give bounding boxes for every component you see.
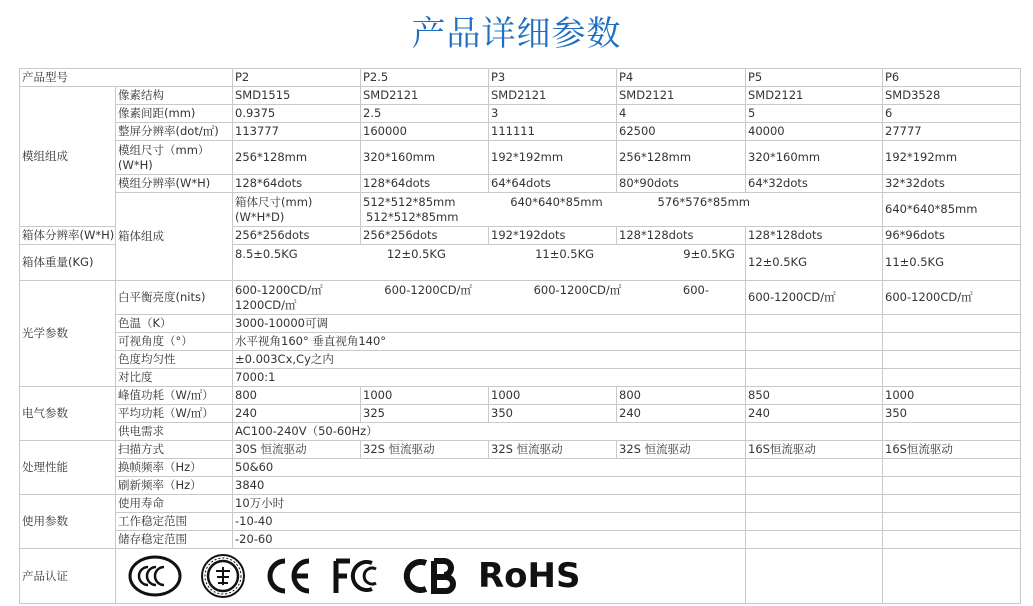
table-cell: 0.9375: [233, 105, 361, 123]
model-p3: P3: [489, 69, 617, 87]
table-cell: 1200CD/㎡: [235, 297, 297, 312]
row-label: 供电需求: [116, 423, 233, 441]
table-cell: 3: [489, 105, 617, 123]
table-cell: 111111: [489, 123, 617, 141]
table-cell: 16S恒流驱动: [883, 441, 1021, 459]
category-usage: 使用参数: [20, 495, 116, 549]
table-cell: 640*640*85mm: [883, 193, 1021, 227]
table-cell: 800: [233, 387, 361, 405]
row-label: 白平衡亮度(nits): [116, 281, 233, 315]
table-cell: 600-1200CD/㎡: [384, 282, 472, 297]
table-cell: [746, 333, 883, 351]
table-cell: 600-1200CD/㎡: [883, 281, 1021, 315]
table-cell: 600-1200CD/㎡: [746, 281, 883, 315]
table-cell: [746, 351, 883, 369]
table-cell: 128*128dots: [746, 227, 883, 245]
table-row: [20, 405, 1021, 423]
table-cell: 16S恒流驱动: [746, 441, 883, 459]
table-cell: 600-: [682, 282, 709, 297]
table-cell: 9±0.5KG: [683, 247, 735, 261]
table-row: [20, 423, 1021, 441]
table-cell: [746, 315, 883, 333]
row-label: 箱体重量(KG): [20, 245, 116, 281]
category-processing: 处理性能: [20, 441, 116, 495]
table-cell: SMD2121: [746, 87, 883, 105]
page-title: 产品详细参数: [411, 14, 622, 54]
row-label: 工作稳定范围: [116, 513, 233, 531]
table-row: [20, 513, 1021, 531]
table-cell: 11±0.5KG: [535, 247, 595, 261]
table-cell: 240: [233, 405, 361, 423]
cb-icon: [402, 555, 460, 597]
table-cell: 10万小时: [233, 495, 746, 513]
row-label: 对比度: [116, 369, 233, 387]
table-cell: 256*256dots: [361, 227, 489, 245]
table-cell: 3000-10000可调: [233, 315, 746, 333]
row-label: 像素间距(mm): [116, 105, 233, 123]
table-cell: 2.5: [361, 105, 489, 123]
table-cell: 350: [489, 405, 617, 423]
table-cell: 325: [361, 405, 489, 423]
table-row: [20, 193, 1021, 227]
row-label: 箱体尺寸(mm)(W*H*D): [233, 193, 361, 227]
table-cell: 320*160mm: [746, 141, 883, 175]
table-row: [20, 105, 1021, 123]
model-p2-5: P2.5: [361, 69, 489, 87]
row-label: 扫描方式: [116, 441, 233, 459]
ce-icon: [264, 555, 314, 597]
table-cell: 32S 恒流驱动: [617, 441, 746, 459]
table-cell: 27777: [883, 123, 1021, 141]
row-label: 色温（K）: [116, 315, 233, 333]
table-cell: 128*64dots: [361, 175, 489, 193]
table-cell: 3840: [233, 477, 746, 495]
row-label: 换帧频率（Hz）: [116, 459, 233, 477]
row-label: 储存稳定范围: [116, 531, 233, 549]
table-cell: [883, 549, 1021, 604]
row-label: 平均功耗（W/㎡）: [116, 405, 233, 423]
table-cell: 192*192mm: [489, 141, 617, 175]
table-cell: 4: [617, 105, 746, 123]
model-p2: P2: [233, 69, 361, 87]
table-cell: [883, 495, 1021, 513]
row-label: 模组分辨率(W*H): [116, 175, 233, 193]
table-cell: 192*192mm: [883, 141, 1021, 175]
table-cell: 8.5±0.5KG: [235, 247, 298, 261]
table-cell: 256*256dots: [233, 227, 361, 245]
table-cell: [883, 369, 1021, 387]
table-cell: 576*576*85mm: [657, 194, 750, 209]
table-cell: [883, 423, 1021, 441]
fcc-icon: [332, 555, 384, 597]
table-cell: -10-40: [233, 513, 746, 531]
table-cell: 水平视角160° 垂直视角140°: [233, 333, 746, 351]
merged-cell: [361, 193, 883, 227]
model-p5: P5: [746, 69, 883, 87]
table-row: [20, 369, 1021, 387]
table-cell: 12±0.5KG: [386, 247, 446, 261]
table-cell: SMD3528: [883, 87, 1021, 105]
row-label: 像素结构: [116, 87, 233, 105]
table-cell: 30S 恒流驱动: [233, 441, 361, 459]
table-row: [20, 281, 1021, 315]
category-module: 模组组成: [20, 87, 116, 227]
table-cell: [746, 459, 883, 477]
table-cell: [746, 495, 883, 513]
table-cell: [883, 351, 1021, 369]
merged-cell: [233, 281, 746, 315]
table-row: [20, 387, 1021, 405]
table-cell: 640*640*85mm: [510, 194, 603, 209]
table-cell: 80*90dots: [617, 175, 746, 193]
table-cell: [883, 531, 1021, 549]
row-label: 模组尺寸（mm）(W*H): [116, 141, 233, 175]
table-cell: [883, 477, 1021, 495]
table-cell: 192*192dots: [489, 227, 617, 245]
table-cell: 1000: [883, 387, 1021, 405]
table-row: [20, 315, 1021, 333]
cqc-seal-icon: [200, 553, 246, 599]
table-cell: SMD2121: [617, 87, 746, 105]
table-cell: 512*512*85mm: [363, 194, 456, 209]
table-cell: [883, 333, 1021, 351]
category-cabinet: 箱体组成: [116, 193, 233, 281]
table-cell: 240: [746, 405, 883, 423]
table-row: [20, 477, 1021, 495]
table-cell: 800: [617, 387, 746, 405]
table-cell: 600-1200CD/㎡: [533, 282, 622, 297]
header-row: [20, 69, 1021, 87]
table-cell: [746, 477, 883, 495]
table-row: [20, 441, 1021, 459]
category-electrical: 电气参数: [20, 387, 116, 441]
table-cell: 240: [617, 405, 746, 423]
table-row: [20, 495, 1021, 513]
table-cell: 128*64dots: [233, 175, 361, 193]
row-label: 使用寿命: [116, 495, 233, 513]
table-row: [20, 549, 1021, 604]
table-row: [20, 175, 1021, 193]
table-cell: 600-1200CD/㎡: [235, 282, 323, 297]
table-cell: [883, 459, 1021, 477]
table-cell: 1000: [489, 387, 617, 405]
table-cell: 12±0.5KG: [746, 245, 883, 281]
table-cell: 50&60: [233, 459, 746, 477]
table-cell: [746, 513, 883, 531]
table-cell: 128*128dots: [617, 227, 746, 245]
table-cell: SMD1515: [233, 87, 361, 105]
table-cell: SMD2121: [361, 87, 489, 105]
table-cell: 7000:1: [233, 369, 746, 387]
row-label: 色度均匀性: [116, 351, 233, 369]
table-cell: 5: [746, 105, 883, 123]
table-cell: 32*32dots: [883, 175, 1021, 193]
table-cell: 350: [883, 405, 1021, 423]
table-cell: ±0.003Cx,Cy之内: [233, 351, 746, 369]
table-cell: [746, 423, 883, 441]
table-cell: 40000: [746, 123, 883, 141]
model-p4: P4: [617, 69, 746, 87]
ccc-icon: [128, 555, 182, 597]
table-cell: 512*512*85mm: [366, 209, 459, 224]
table-row: [20, 123, 1021, 141]
cert-logos-cell: [116, 549, 746, 604]
table-cell: 850: [746, 387, 883, 405]
table-cell: 11±0.5KG: [883, 245, 1021, 281]
table-row: [20, 351, 1021, 369]
table-cell: AC100-240V（50-60Hz）: [233, 423, 746, 441]
table-cell: 256*128mm: [617, 141, 746, 175]
table-cell: 320*160mm: [361, 141, 489, 175]
table-row: [20, 333, 1021, 351]
table-cell: [746, 369, 883, 387]
table-cell: 256*128mm: [233, 141, 361, 175]
table-cell: 6: [883, 105, 1021, 123]
table-cell: [746, 549, 883, 604]
table-cell: 32S 恒流驱动: [361, 441, 489, 459]
table-cell: 1000: [361, 387, 489, 405]
rohs-icon: RoHS: [478, 555, 581, 596]
table-cell: -20-60: [233, 531, 746, 549]
table-cell: 64*64dots: [489, 175, 617, 193]
model-header-label: 产品型号: [20, 69, 233, 87]
table-cell: 160000: [361, 123, 489, 141]
model-p6: P6: [883, 69, 1021, 87]
table-cell: 62500: [617, 123, 746, 141]
category-certification: 产品认证: [20, 549, 116, 604]
table-cell: 113777: [233, 123, 361, 141]
row-label: 刷新频率（Hz）: [116, 477, 233, 495]
spec-table: [19, 68, 1021, 604]
table-cell: SMD2121: [489, 87, 617, 105]
row-label: 峰值功耗（W/㎡）: [116, 387, 233, 405]
table-cell: [883, 315, 1021, 333]
row-label: 箱体分辨率(W*H): [20, 227, 116, 245]
category-optical: 光学参数: [20, 281, 116, 387]
table-row: [20, 87, 1021, 105]
row-label: 可视角度（°）: [116, 333, 233, 351]
table-row: [20, 459, 1021, 477]
table-cell: 64*32dots: [746, 175, 883, 193]
table-cell: 96*96dots: [883, 227, 1021, 245]
row-label: 整屏分辨率(dot/㎡): [116, 123, 233, 141]
table-row: [20, 531, 1021, 549]
table-cell: [746, 531, 883, 549]
merged-cell: [233, 245, 746, 281]
table-cell: [883, 513, 1021, 531]
table-row: [20, 141, 1021, 175]
table-cell: 32S 恒流驱动: [489, 441, 617, 459]
